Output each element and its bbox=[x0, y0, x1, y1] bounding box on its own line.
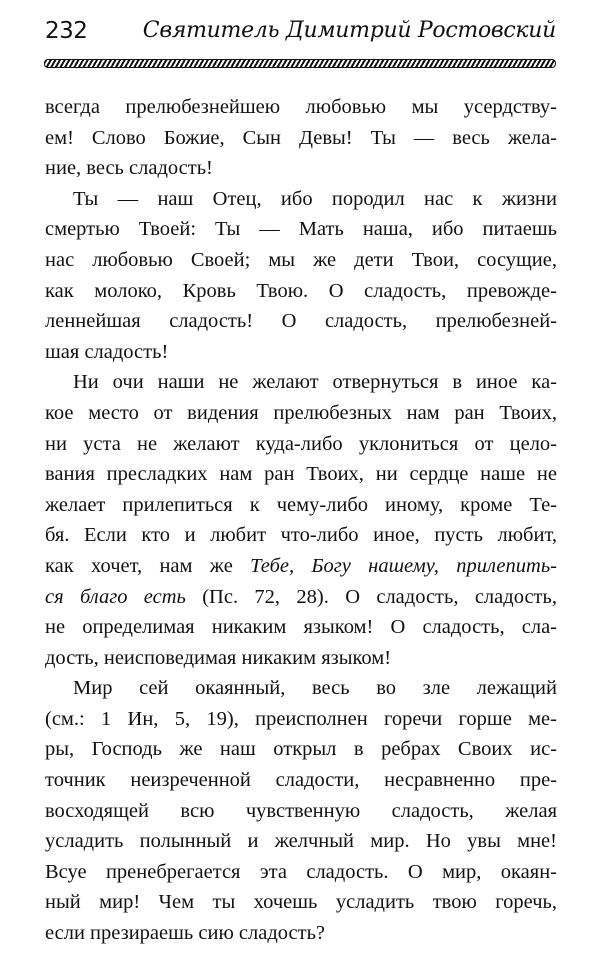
paragraph-1 bbox=[45, 92, 557, 184]
running-title: Святитель Димитрий Ростовский bbox=[142, 18, 556, 43]
text-line bbox=[45, 582, 557, 613]
paragraph-2 bbox=[45, 184, 557, 368]
text-line: восходящей всю чувственную сладость, желая bbox=[45, 799, 557, 822]
text-line: всегда прелюбезнейшею любовью мы усердству- bbox=[45, 96, 557, 118]
text-line: леннейшая сладость! О сладость, прелюбезней- bbox=[45, 310, 557, 333]
text-line: шая сладость! bbox=[45, 340, 169, 363]
text-line: если презираешь сию сладость? bbox=[45, 922, 326, 945]
decorative-rope-rule bbox=[44, 59, 556, 68]
text-line bbox=[45, 551, 557, 582]
scripture-quote-italic: Тебе, Богу нашему, прилепить- bbox=[250, 554, 557, 577]
text-line: как молоко, Кровь Твою. О сладость, превожде- bbox=[45, 279, 557, 302]
text-line: бя. Если кто и любит что-либо иное, пусть любит, bbox=[45, 524, 557, 547]
text-line: ни уста не желают куда-либо уклониться от цело- bbox=[45, 432, 557, 455]
paragraph-3 bbox=[45, 367, 557, 673]
text-line: нас любовью Своей; мы же дети Твои, сосущие, bbox=[45, 248, 557, 271]
page-body bbox=[45, 92, 557, 949]
text-line: вания пресладких нам ран Твоих, ни сердце наше не bbox=[45, 463, 557, 486]
scripture-quote-italic: ся благо есть bbox=[45, 585, 186, 608]
page-number: 232 bbox=[45, 18, 88, 44]
text-line: Ты — наш Отец, ибо породил нас к жизни bbox=[73, 187, 557, 210]
text-line: дость, неисповедимая никаким языком! bbox=[45, 646, 392, 669]
text-line: ем! Слово Божие, Сын Девы! Ты — весь жела- bbox=[45, 126, 557, 149]
text-line: смертью Твоей: Ты — Мать наша, ибо питаешь bbox=[45, 218, 557, 241]
paragraph-4 bbox=[45, 673, 557, 948]
scripture-reference: (Пс. 72, 28). О сладость, сладость, bbox=[185, 585, 557, 608]
text-line: усладить полынный и желчный мир. Но увы мне! bbox=[45, 830, 557, 853]
text-line: Ни очи наши не желают отвернуться в иное ка- bbox=[73, 371, 557, 394]
plain-text: как хочет, нам же bbox=[45, 554, 251, 577]
text-line: Всуе пренебрегается эта сладость. О мир, окаян- bbox=[45, 860, 557, 883]
text-line: (см.: 1 Ин, 5, 19), преисполнен горечи горше ме- bbox=[45, 707, 557, 730]
page-header bbox=[45, 18, 556, 48]
text-line: точник неизреченной сладости, несравненно пре- bbox=[45, 769, 557, 792]
text-line: ние, весь сладость! bbox=[45, 157, 213, 180]
text-line: ный мир! Чем ты хочешь усладить твою горечь, bbox=[45, 891, 557, 914]
text-line: кое место от видения прелюбезных нам ран Твоих, bbox=[45, 401, 557, 424]
text-line: желает прилепиться к чему-либо иному, кроме Те- bbox=[45, 493, 557, 516]
text-line: не определимая никаким языком! О сладость, сла- bbox=[45, 616, 557, 639]
text-line: Мир сей окаянный, весь во зле лежащий bbox=[73, 677, 557, 700]
text-line: ры, Господь же наш открыл в ребрах Своих ис- bbox=[45, 738, 557, 761]
